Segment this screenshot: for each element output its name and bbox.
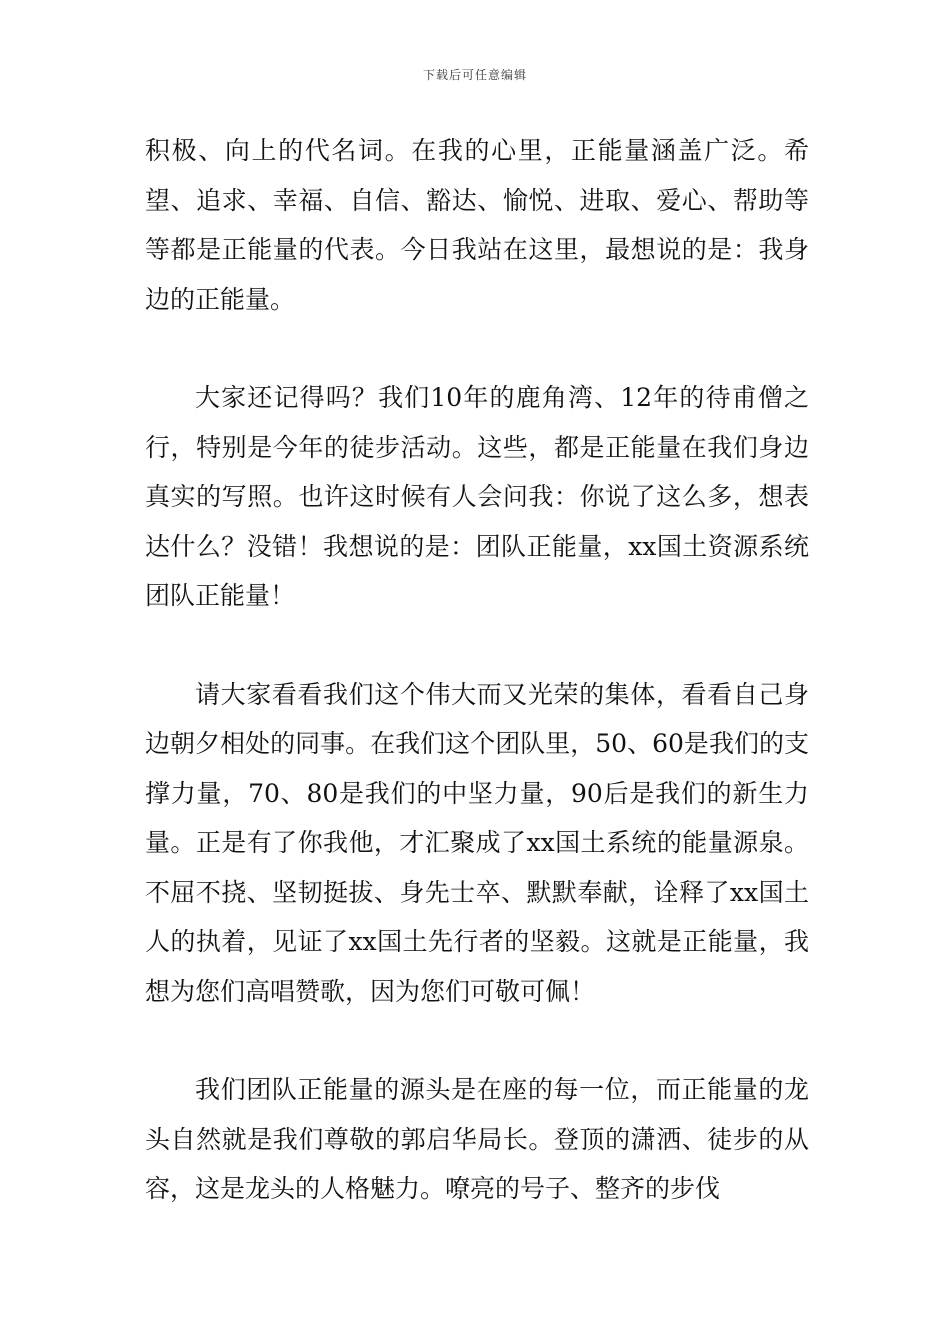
header-note: 下载后可任意编辑 <box>422 68 527 82</box>
paragraph-2: 大家还记得吗？我们10年的鹿角湾、12年的待甫僧之行，特别是今年的徒步活动。这些，都是正能量在我们身边真实的写照。也许这时候有人会问我：你说了这么多，想表达什么？没错！我想说的是：团队正能量，xx国土资源系统团队正能量！ <box>145 383 809 610</box>
document-body <box>145 126 809 1214</box>
paragraph-1: 积极、向上的代名词。在我的心里，正能量涵盖广泛。希望、追求、幸福、自信、豁达、愉悦、进取、爱心、帮助等等都是正能量的代表。今日我站在这里，最想说的是：我身边的正能量。 <box>145 136 809 314</box>
paragraph-3: 请大家看看我们这个伟大而又光荣的集体，看看自己身边朝夕相处的同事。在我们这个团队里，50、60是我们的支撑力量，70、80是我们的中坚力量，90后是我们的新生力量。正是有了你我他，才汇聚成了xx国土系统的能量源泉。不屈不挠、坚韧挺拔、身先士卒、默默奉献，诠释了xx国土人的执着，见证了xx国土先行者的坚毅。这就是正能量，我想为您们高唱赞歌，因为您们可敬可佩！ <box>145 679 809 1006</box>
paragraph-4: 我们团队正能量的源头是在座的每一位，而正能量的龙头自然就是我们尊敬的郭启华局长。登顶的潇洒、徒步的从容，这是龙头的人格魅力。嘹亮的号子、整齐的步伐 <box>145 1075 809 1203</box>
